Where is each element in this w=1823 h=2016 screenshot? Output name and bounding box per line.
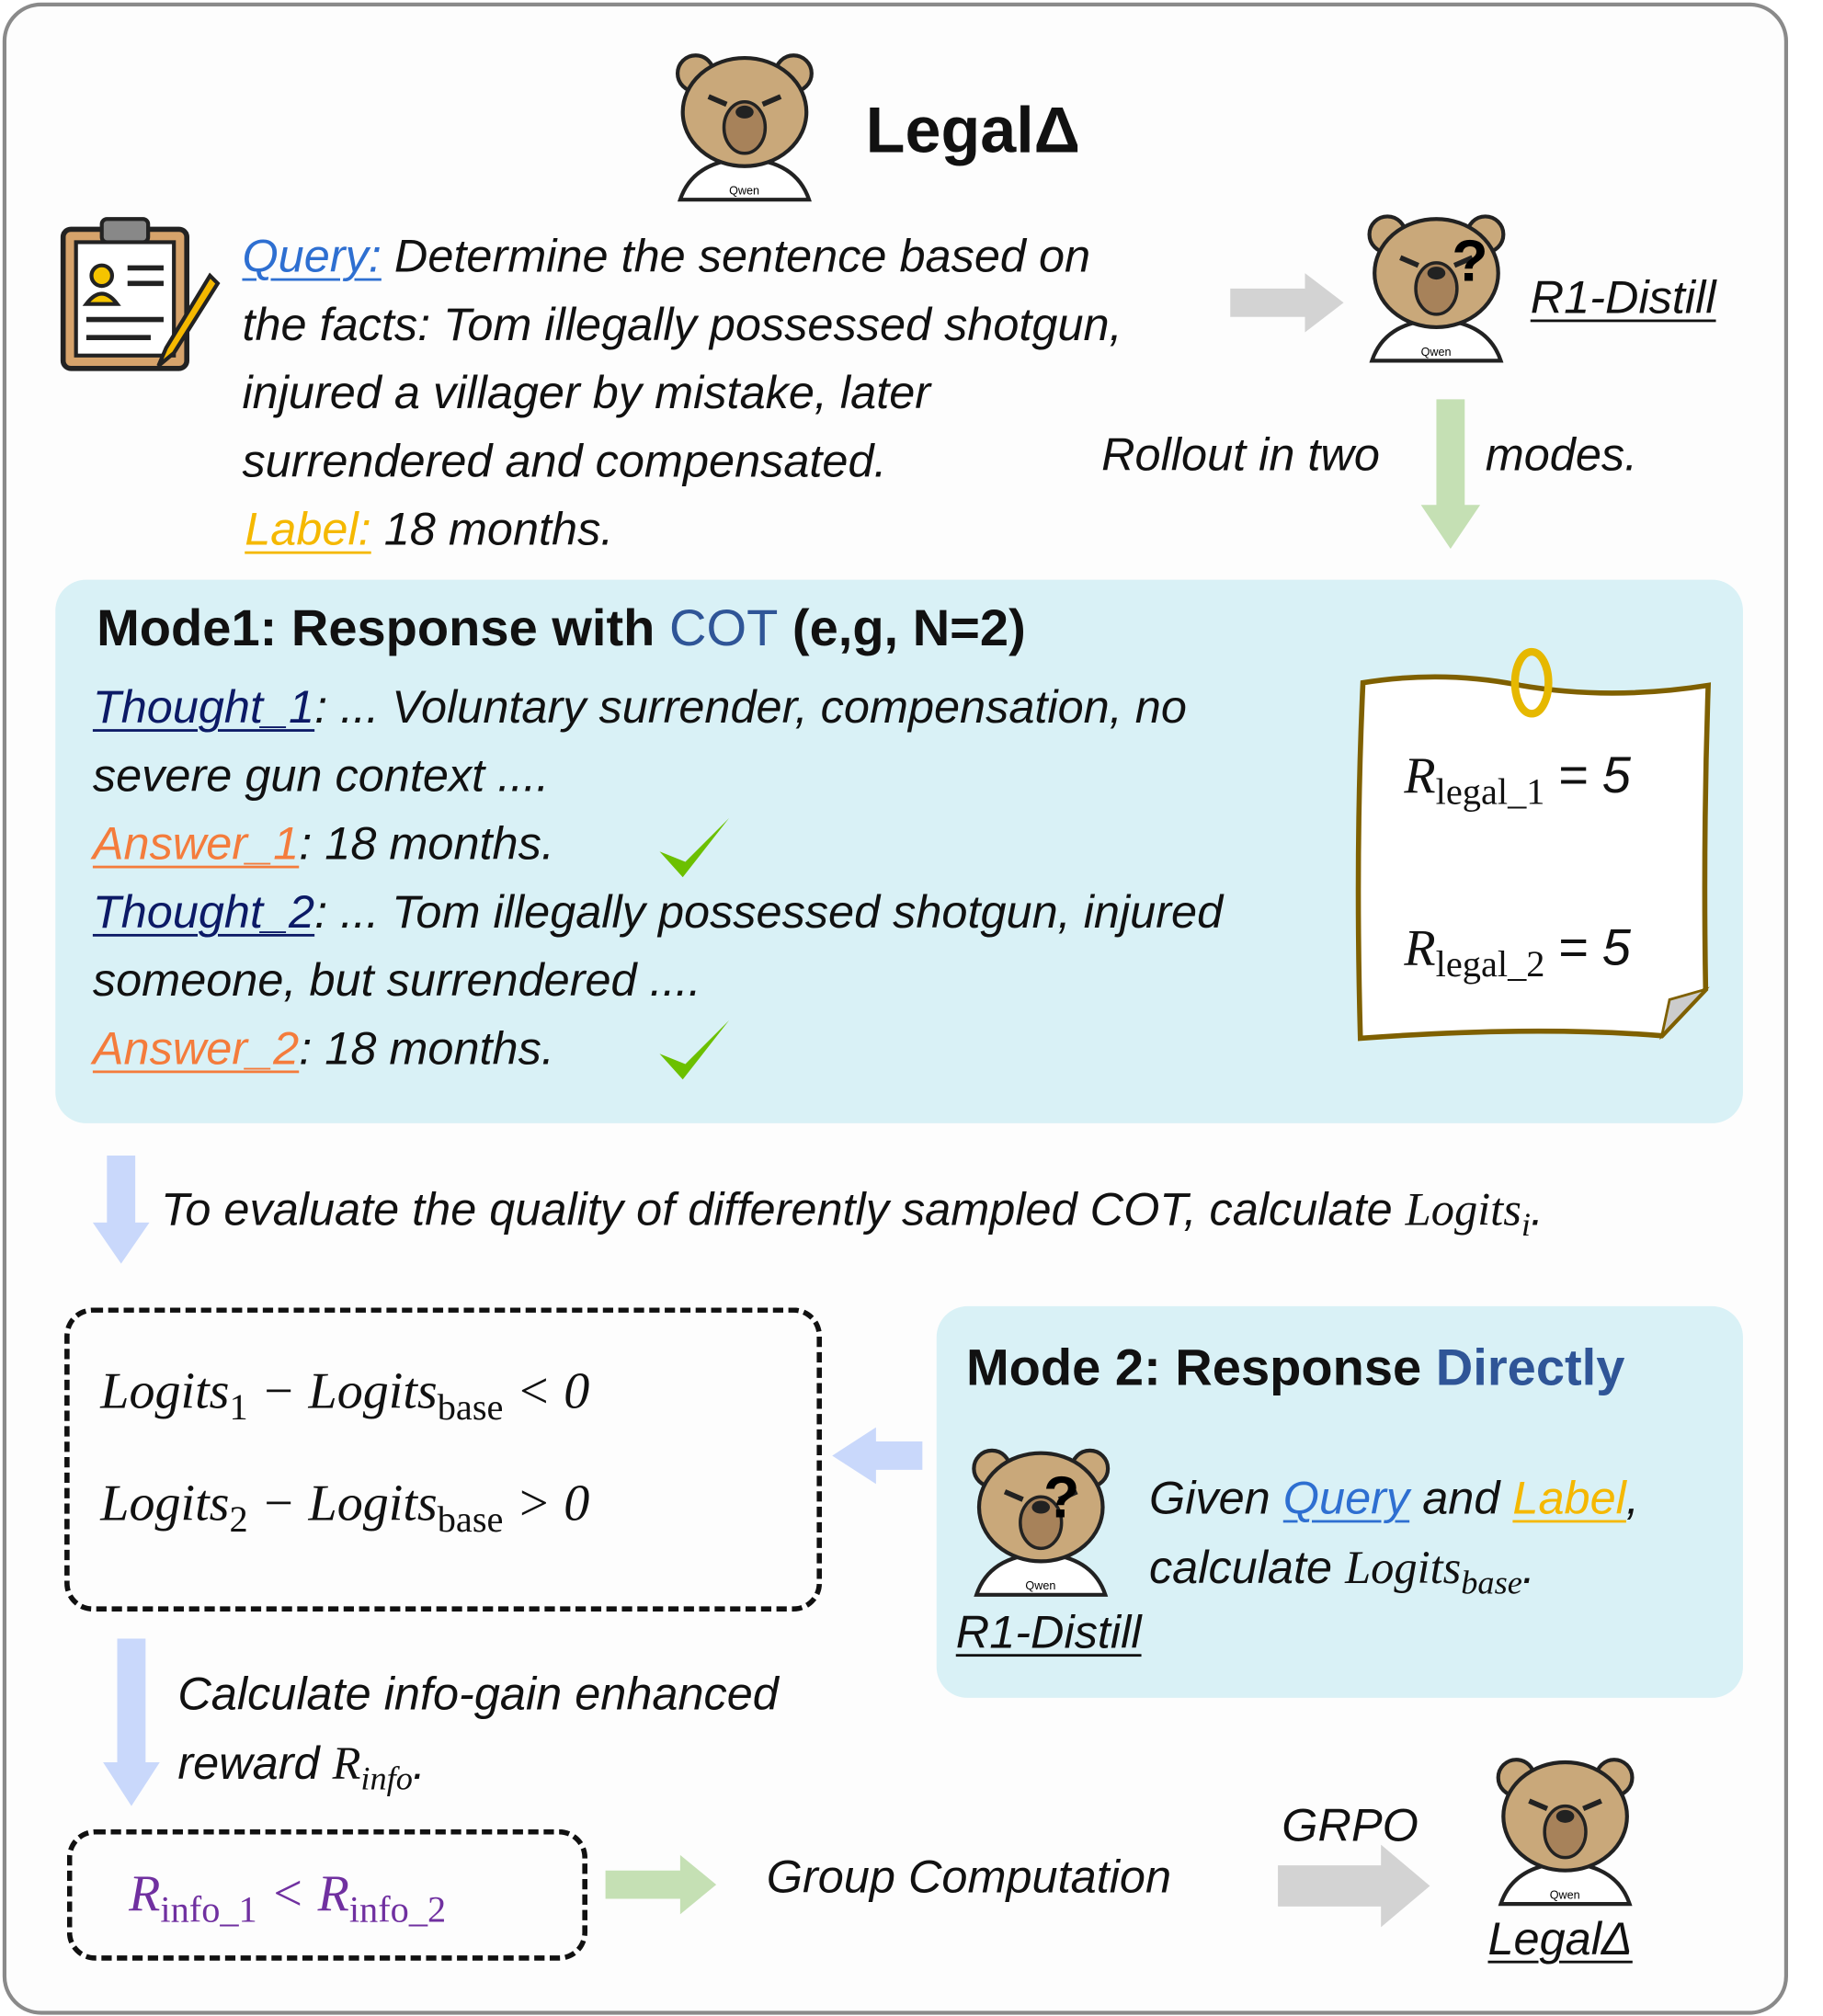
arrow-left-blue-icon	[832, 1428, 922, 1485]
grpo-label: GRPO	[1282, 1798, 1419, 1851]
bear-logo-icon	[667, 45, 822, 205]
bear-question-icon	[963, 1441, 1105, 1605]
model-name: R1-Distill	[1530, 270, 1716, 324]
arrow-right-green-icon	[606, 1855, 717, 1914]
mode2-title: Mode 2: Response Directly	[965, 1339, 1625, 1397]
app-title: LegalΔ	[865, 94, 1081, 166]
bear-question-icon	[1359, 206, 1500, 370]
label-value: 18 months.	[383, 502, 614, 555]
rinfo-ineq: $R_{info\_1} < R_{info\_2}$	[129, 1863, 447, 1931]
label-row	[245, 503, 613, 557]
logits-ineq-1: Logits$_1$ − Logits$_{base}$ < 0	[100, 1361, 590, 1429]
arrow-down-green-icon	[1421, 399, 1480, 551]
r-legal-2: $R_{legal\_2} = 5$	[1404, 918, 1631, 985]
check-icon	[659, 1020, 729, 1082]
logits-ineq-2: Logits$_2$ − Logits$_{base}$ > 0	[100, 1474, 590, 1541]
thought2-label: Thought_2	[92, 884, 315, 939]
answer2-label: Answer_2	[92, 1021, 300, 1075]
mode2-text: Given Query and Label, calculate Logits$_{base}$.	[1148, 1471, 1639, 1602]
infogain-text: Calculate info-gain enhanced reward $R_{info}$.	[177, 1667, 779, 1798]
r-legal-1: $R_{legal\_1} = 5$	[1404, 746, 1631, 814]
mode1-content: Thought_1: ... Voluntary surrender, compensation, no severe gun context .... Answer_1: 18 months. Thought_2: ... Tom illegally possessed shotgun, injured someone, but surrendered .... Answer_2: 18 months.	[92, 679, 1224, 1075]
rollout-text: Rollout in two	[1101, 427, 1380, 481]
query-line: injured a villager by mistake, later	[242, 365, 931, 419]
query-block	[242, 222, 1122, 495]
svg-text:?: ?	[1452, 227, 1488, 294]
label-ref: Label	[1512, 1471, 1626, 1524]
thought1-label: Thought_1	[92, 679, 315, 734]
clipboard-icon	[58, 209, 219, 373]
query-label: Query:	[242, 229, 382, 282]
query-line: Determine the sentence based on	[393, 229, 1091, 282]
final-model-name: LegalΔ	[1487, 1911, 1633, 1965]
logits-box	[64, 1307, 822, 1612]
arrow-right-gray-icon	[1278, 1845, 1432, 1928]
rollout-text-end: modes.	[1485, 427, 1638, 481]
query-line: surrendered and compensated.	[242, 434, 887, 487]
mode1-title: Mode1: Response with COT (e,g, N=2)	[97, 600, 1026, 657]
query-line: the facts: Tom illegally possessed shotgun,	[242, 297, 1122, 351]
label-label: Label:	[245, 502, 371, 555]
svg-text:?: ?	[1043, 1464, 1080, 1531]
check-icon	[659, 818, 729, 880]
arrow-down-blue-icon	[93, 1156, 150, 1267]
mode2-model-name: R1-Distill	[955, 1605, 1142, 1658]
query-ref: Query	[1282, 1471, 1410, 1524]
arrow-down-blue-icon	[103, 1638, 160, 1808]
evaluate-text: To evaluate the quality of differently sampled COT, calculate Logits$_i$.	[161, 1182, 1544, 1244]
answer1-label: Answer_1	[92, 816, 300, 870]
arrow-right-gray-icon	[1230, 273, 1346, 332]
group-computation-text: Group Computation	[766, 1850, 1172, 1903]
bear-final-icon	[1488, 1749, 1643, 1909]
